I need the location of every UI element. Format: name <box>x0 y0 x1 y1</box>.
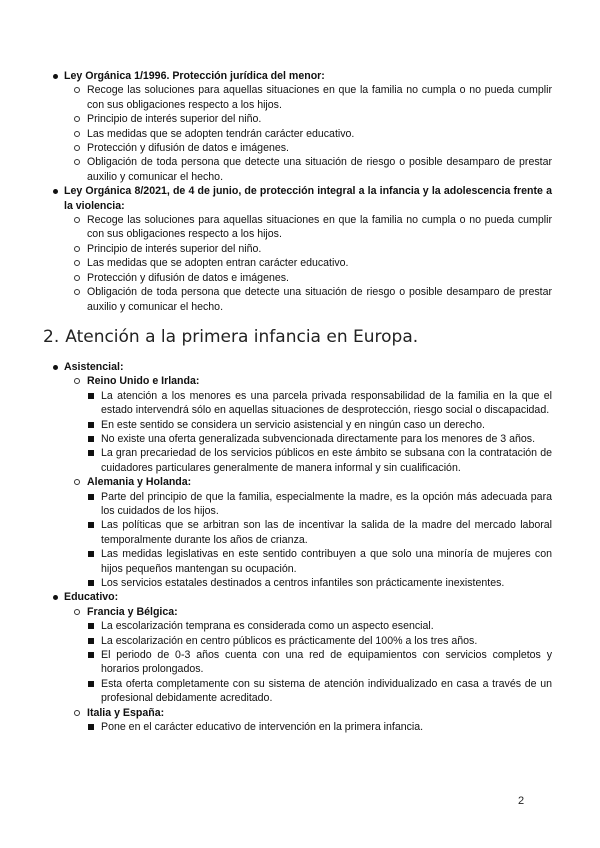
country-point <box>87 518 552 547</box>
law-point <box>74 271 552 285</box>
law-point <box>74 213 552 242</box>
model-item <box>48 590 552 734</box>
country-point-text: El periodo de 0-3 años cuenta con una red de equipamientos con servicios completos y horarios prolongados. <box>101 649 552 676</box>
country-point-text: No existe una oferta generalizada subvencionada directamente para los menores de 3 años. <box>101 432 536 445</box>
law-item <box>48 69 552 184</box>
country-point-text: Los servicios estatales destinados a centros infantiles son prácticamente inexistentes. <box>101 577 505 589</box>
country-point <box>87 619 552 633</box>
country-group <box>74 605 552 706</box>
country-group <box>74 475 552 590</box>
country-points-list <box>87 619 552 705</box>
law-point <box>74 83 552 112</box>
country-point-text: La gran precariedad de los servicios públicos en este ámbito se subsana con la contratación de cuidadores particulares generalmente de manera informal y sin cualificación. <box>101 447 552 474</box>
law-title: Ley Orgánica 8/2021, de 4 de junio, de protección integral a la infancia y la adolescencia frente a la violencia: <box>64 185 552 212</box>
law-points-list <box>74 83 552 184</box>
law-point-text: Protección y difusión de datos e imágenes. <box>87 271 289 284</box>
law-point <box>74 141 552 155</box>
country-point-text: Parte del principio de que la familia, especialmente la madre, es la opción más adecuada para los cuidados de los hijos. <box>101 490 552 517</box>
law-item <box>48 184 552 314</box>
law-points-list <box>74 213 552 314</box>
country-point-text: La escolarización temprana es considerada como un aspecto esencial. <box>101 620 434 633</box>
country-group <box>74 706 552 735</box>
country-group-title: Alemania y Holanda: <box>87 476 192 489</box>
country-point-text: Pone en el carácter educativo de intervención en la primera infancia. <box>101 721 424 734</box>
law-point-text: Las medidas que se adopten entran carácter educativo. <box>87 257 349 270</box>
country-point <box>87 576 552 590</box>
law-point <box>74 155 552 184</box>
country-point <box>87 418 552 432</box>
country-point <box>87 547 552 576</box>
law-point <box>74 127 552 141</box>
page-number: 2 <box>518 795 525 807</box>
law-point-text: Recoge las soluciones para aquellas situaciones en que la familia no cumpla o no pueda cumplir con sus obligaciones respecto a los hijos. <box>87 84 552 111</box>
models-list <box>48 360 552 735</box>
country-point <box>87 648 552 677</box>
country-point-text: Esta oferta completamente con su sistema de atención individualizado en casa a través de un profesional debidamente acreditado. <box>101 677 552 705</box>
country-point <box>87 389 552 418</box>
country-groups-list <box>74 605 552 735</box>
country-point-text: Las medidas legislativas en este sentido contribuyen a que solo una minoría de mujeres con hijos pequeños mantengan su ocupación. <box>101 548 552 575</box>
law-point-text: Obligación de toda persona que detecte una situación de riesgo o posible desamparo de prestar auxilio y comunicar el hecho. <box>87 286 552 313</box>
country-points-list <box>87 490 552 591</box>
country-group <box>74 374 552 475</box>
country-group-title: Reino Unido e Irlanda: <box>87 375 200 388</box>
section-number: 2. <box>43 326 60 347</box>
page-content <box>43 69 552 734</box>
law-point <box>74 256 552 270</box>
country-point <box>87 490 552 519</box>
country-point <box>87 720 552 734</box>
law-point-text: Las medidas que se adopten tendrán carácter educativo. <box>87 127 355 140</box>
country-group-title: Italia y España: <box>87 706 165 719</box>
law-point <box>74 112 552 126</box>
model-title: Educativo: <box>64 591 119 604</box>
law-point-text: Obligación de toda persona que detecte una situación de riesgo o posible desamparo de prestar auxilio y comunicar el hecho. <box>87 156 552 183</box>
country-point <box>87 634 552 648</box>
country-groups-list <box>74 374 552 590</box>
country-point-text: Las políticas que se arbitran son las de incentivar la salida de la madre del mercado laboral temporalmente durante los años de crianza. <box>101 519 552 546</box>
country-group-title: Francia y Bélgica: <box>87 605 178 618</box>
section-title: Atención a la primera infancia en Europa. <box>65 326 419 347</box>
laws-list <box>48 69 552 314</box>
section-heading <box>43 326 552 348</box>
law-point-text: Principio de interés superior del niño. <box>87 113 262 126</box>
law-point-text: Principio de interés superior del niño. <box>87 242 262 255</box>
country-point <box>87 432 552 446</box>
model-title: Asistencial: <box>64 360 124 373</box>
law-point <box>74 242 552 256</box>
country-point <box>87 677 552 706</box>
country-point-text: La atención a los menores es una parcela privada responsabilidad de la familia en la que el estado intervendrá sólo en aquellas situaciones de desprotección, riesgo social o discapacidad. <box>101 389 552 417</box>
country-point-text: En este sentido se considera un servicio asistencial y en ningún caso un derecho. <box>101 418 485 431</box>
law-point <box>74 285 552 314</box>
country-points-list <box>87 720 552 734</box>
model-item <box>48 360 552 591</box>
country-points-list <box>87 389 552 475</box>
law-point-text: Recoge las soluciones para aquellas situaciones en que la familia no cumpla o no pueda cumplir con sus obligaciones respecto a los hijos. <box>87 214 552 241</box>
law-title: Ley Orgánica 1/1996. Protección jurídica del menor: <box>64 70 325 82</box>
law-point-text: Protección y difusión de datos e imágenes. <box>87 142 289 155</box>
country-point <box>87 446 552 475</box>
country-point-text: La escolarización en centro públicos es prácticamente del 100% a los tres años. <box>101 634 478 647</box>
